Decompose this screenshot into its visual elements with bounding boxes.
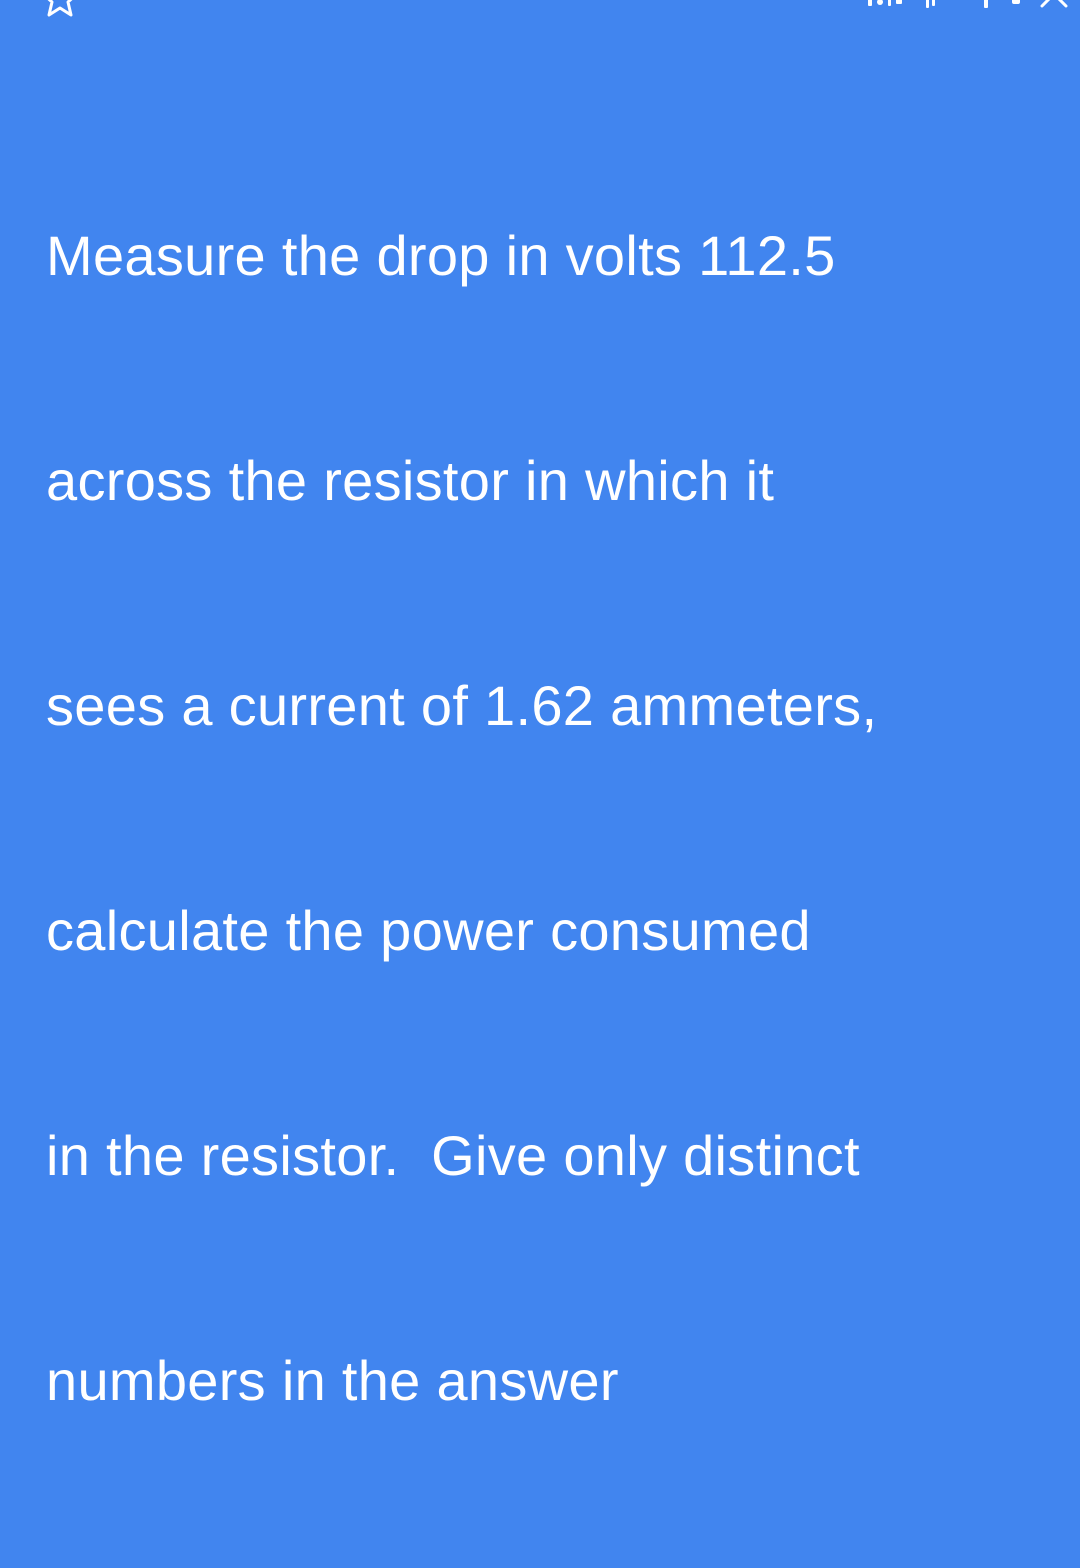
message-text bbox=[46, 68, 1046, 1568]
message-line-3: sees a current of 1.62 ammeters, bbox=[46, 674, 878, 737]
message-line-4: calculate the power consumed bbox=[46, 899, 811, 962]
star-outline-icon[interactable] bbox=[40, 0, 80, 18]
message-line-5: in the resistor. Give only distinct bbox=[46, 1124, 860, 1187]
message-line-6: numbers in the answer bbox=[46, 1349, 619, 1412]
status-icons bbox=[864, 0, 1074, 20]
message-line-1: Measure the drop in volts 112.5 bbox=[46, 224, 836, 287]
message-line-2: across the resistor in which it bbox=[46, 449, 775, 512]
